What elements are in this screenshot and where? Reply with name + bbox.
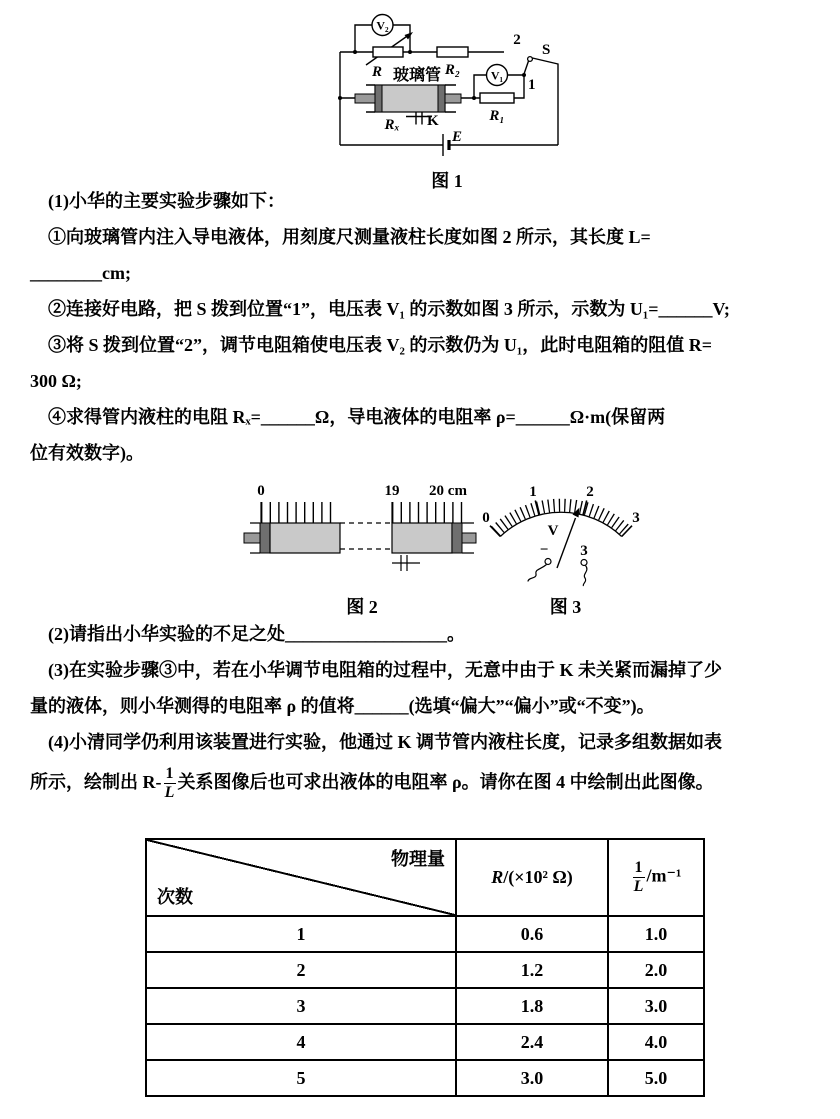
cell-r: 1.2 — [456, 952, 608, 988]
glass-tube-label: 玻璃管 — [392, 67, 442, 84]
table-row — [146, 988, 704, 1024]
paragraph-4-line2 — [30, 760, 814, 804]
table-row — [146, 952, 704, 988]
meter-terminals — [528, 559, 587, 587]
meter-needle — [557, 508, 580, 569]
fraction-numerator: 1 — [165, 765, 174, 783]
fraction-1-over-L — [164, 766, 176, 801]
steps-text — [30, 183, 814, 471]
switch-pivot-icon — [528, 57, 533, 62]
paragraph-3-line2: 量的液体，则小华测得的电阻率 ρ 的值将______(选填“偏大”“偏小”或“不变”)。 — [30, 696, 655, 716]
cell-invl: 2.0 — [608, 952, 704, 988]
figure3-voltmeter — [478, 482, 653, 594]
r-label: R — [372, 64, 383, 80]
table-header-row — [146, 839, 704, 916]
rx-label: Rₓ — [384, 117, 400, 133]
table-row — [146, 916, 704, 952]
terminal-3v-label: 3 — [580, 543, 588, 559]
figure3-caption: 图 3 — [549, 597, 582, 617]
resistance-box-icon — [373, 47, 403, 57]
step1-line2-blank: ________cm; — [30, 263, 131, 283]
questions-text — [30, 616, 814, 804]
figure1-caption: 图 1 — [431, 171, 463, 191]
scale-1: 1 — [529, 484, 537, 500]
resistor-r1-icon — [480, 93, 514, 103]
v2-label: V₂ — [376, 18, 389, 33]
ruler-mark-0: 0 — [257, 483, 265, 499]
diagonal-header-cell — [146, 839, 456, 916]
meter-minor-ticks — [495, 505, 626, 531]
figure2-ruler-tube — [242, 481, 482, 581]
table-row — [146, 1060, 704, 1096]
v1-label: V₁ — [490, 68, 504, 83]
cell-r: 2.4 — [456, 1024, 608, 1060]
contact1-label: 1 — [528, 77, 536, 93]
cell-invl: 1.0 — [608, 916, 704, 952]
header-quantity: 物理量 — [391, 849, 445, 869]
table-row — [146, 1024, 704, 1060]
k-label: K — [427, 113, 439, 129]
contact2-label: 2 — [513, 32, 521, 48]
scale-0: 0 — [482, 510, 490, 526]
scale-2: 2 — [586, 484, 594, 500]
step3-line1: ③将 S 拨到位置“2”，调节电阻箱使电压表 V₂ 的示数仍为 U₁，此时电阻箱的阻值 R= — [48, 335, 713, 355]
header-r-unit: /(×10² Ω) — [503, 867, 573, 887]
p4-text-post: 关系图像后也可求出液体的电阻率 ρ。请你在图 4 中绘制出此图像。 — [177, 772, 714, 792]
paragraph-1: (1)小华的主要实验步骤如下： — [48, 191, 285, 211]
cell-invl: 5.0 — [608, 1060, 704, 1096]
cell-trial: 4 — [146, 1024, 456, 1060]
meter-unit-label: V — [547, 523, 559, 539]
paragraph-2: (2)请指出小华实验的不足之处__________________。 — [48, 624, 465, 644]
step4-line1: ④求得管内液柱的电阻 Rₓ=______Ω，导电液体的电阻率 ρ=______Ω·m(保留两 — [48, 407, 666, 427]
header-trial: 次数 — [157, 887, 193, 907]
ruler-mark-20cm: 20 cm — [429, 483, 467, 499]
header-l-unit: /m⁻¹ — [646, 865, 682, 886]
figure-row — [0, 480, 840, 630]
cell-r: 3.0 — [456, 1060, 608, 1096]
header-fraction — [633, 860, 645, 895]
r1-label: R₁ — [489, 108, 505, 124]
cell-invl: 3.0 — [608, 988, 704, 1024]
step3-line2: 300 Ω; — [30, 371, 82, 391]
circuit-wires — [340, 25, 558, 156]
step4-line2: 位有效数字)。 — [30, 443, 144, 463]
terminal-neg-label: − — [539, 542, 549, 558]
glass-tube-icon — [355, 85, 461, 112]
header-r-var: R — [491, 867, 504, 887]
figure2-caption: 图 2 — [346, 597, 378, 617]
cell-trial: 3 — [146, 988, 456, 1024]
resistor-r2-icon — [437, 47, 468, 57]
step1-line1: ①向玻璃管内注入导电液体，用刻度尺测量液柱长度如图 2 所示，其长度 L= — [48, 227, 651, 247]
cell-r: 0.6 — [456, 916, 608, 952]
scale-3: 3 — [632, 510, 640, 526]
figure1-circuit — [322, 4, 572, 193]
paragraph-3-line1: (3)在实验步骤③中，若在小华调节电阻箱的过程中，无意中由于 K 未关紧而漏掉了少 — [48, 660, 722, 680]
ruler-mark-19: 19 — [384, 483, 400, 499]
cell-invl: 4.0 — [608, 1024, 704, 1060]
fraction-denominator: L — [164, 784, 175, 802]
cell-trial: 2 — [146, 952, 456, 988]
header-inverse-length — [608, 839, 704, 916]
data-table — [145, 838, 705, 1097]
header-frac-num: 1 — [634, 859, 643, 876]
header-resistance — [456, 839, 608, 916]
cell-trial: 1 — [146, 916, 456, 952]
header-frac-den: L — [633, 878, 644, 895]
cell-r: 1.8 — [456, 988, 608, 1024]
e-label: E — [452, 129, 463, 145]
paragraph-4-line1: (4)小清同学仍利用该装置进行实验，他通过 K 调节管内液柱长度，记录多组数据如表 — [48, 732, 722, 752]
arrow-head — [405, 32, 414, 40]
p4-text-pre: 所示，绘制出 R- — [30, 772, 162, 792]
cell-trial: 5 — [146, 1060, 456, 1096]
switch-label: S — [542, 42, 551, 58]
step2-line: ②连接好电路，把 S 拨到位置“1”，电压表 V₁ 的示数如图 3 所示，示数为 U₁=______V; — [48, 299, 730, 319]
meter-major-ticks — [490, 501, 632, 537]
circuit-diagram — [322, 4, 572, 162]
r2-label: R₂ — [444, 62, 461, 78]
